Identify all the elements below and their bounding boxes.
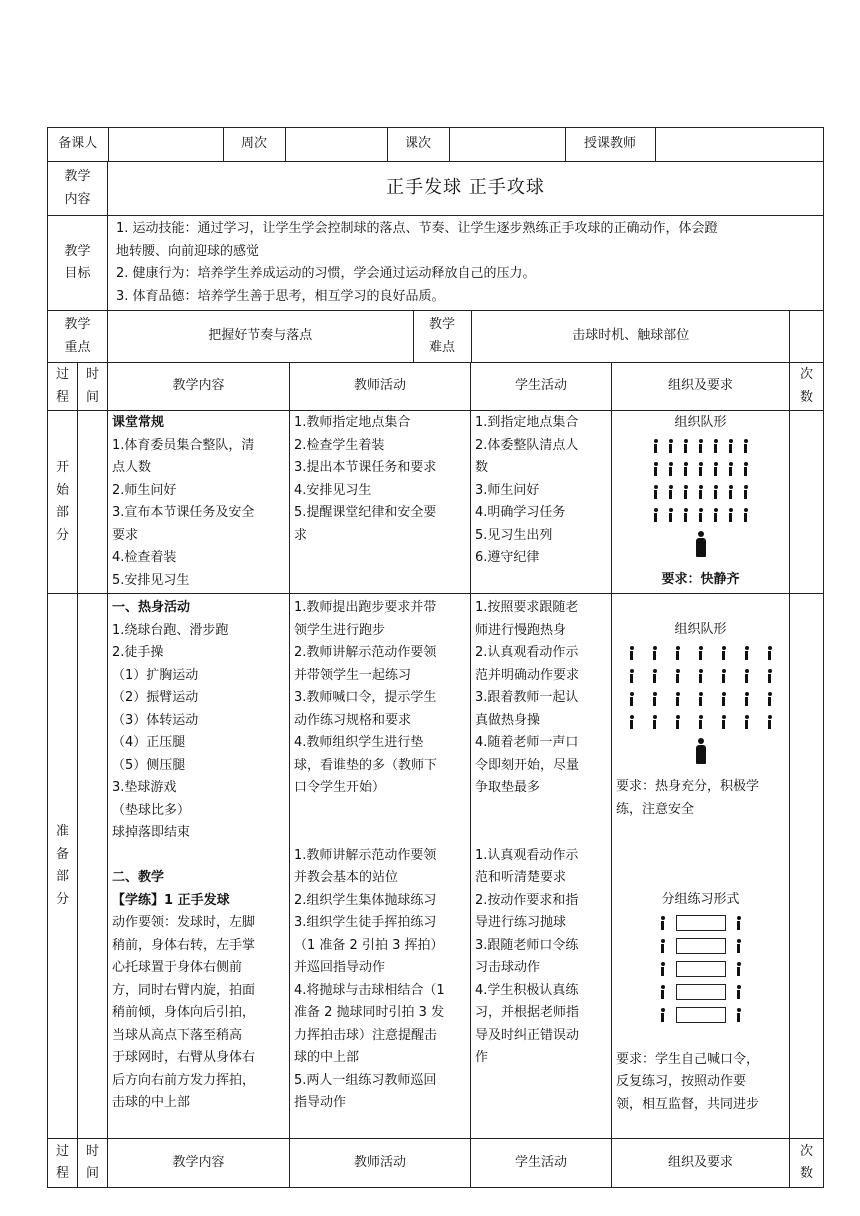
- student-figure-icon: [698, 646, 704, 660]
- student-figure-icon: [683, 485, 689, 499]
- table-tennis-table-icon: [676, 915, 726, 931]
- prep-teacher-line: 并带领学生一起练习: [294, 667, 412, 683]
- start-content-line: 4.检查着装: [112, 550, 177, 565]
- start-content-line: 3.宣布本节课任务及安全: [112, 505, 255, 520]
- prep-teacher-line: 1.教师提出跑步要求并带: [294, 600, 437, 615]
- group-pair-row: [616, 1004, 785, 1027]
- prep-org-req-line: 要求：热身充分，积极学: [616, 779, 760, 794]
- start-teacher: [290, 411, 471, 594]
- student-figure-icon: [728, 462, 734, 476]
- col-teacher: 教师活动: [290, 1139, 471, 1188]
- prep-student-line: 作: [475, 1050, 489, 1065]
- table-tennis-table-icon: [676, 984, 726, 1000]
- prep-org-req-line: 要求：学生自己喊口令，: [616, 1051, 760, 1067]
- start-section-row: [48, 411, 824, 594]
- prep-student-line: 令即刻开始，尽量: [475, 757, 580, 773]
- prep-teacher-line: 3.组织学生徒手挥拍练习: [294, 915, 437, 930]
- start-content-line: 1.体育委员集合整队，清: [112, 437, 255, 453]
- week-label: 周次: [223, 128, 285, 161]
- prep-org-req-1: [616, 776, 785, 821]
- goals-text: [108, 216, 824, 311]
- student-figure-icon: [767, 669, 773, 683]
- start-student-line: 3.师生问好: [475, 482, 540, 498]
- student-figure-icon: [743, 508, 749, 522]
- warmup-line: （垫球比多）: [112, 802, 191, 818]
- group-pair-row: [616, 981, 785, 1004]
- teach-line: 动作要领：发球时，左脚: [112, 915, 256, 930]
- key-label: 教学 重点: [48, 311, 108, 363]
- student-figure-icon: [660, 1008, 666, 1022]
- formation-row: [616, 481, 785, 504]
- prep-teacher-line: 球，看谁垫的多（教师下: [294, 757, 438, 773]
- student-figure-icon: [675, 692, 681, 706]
- start-org-title: 组织队形: [674, 415, 727, 430]
- student-figure-icon: [629, 669, 635, 683]
- start-student-line: 2.体委整队清点人: [475, 437, 579, 453]
- student-figure-icon: [629, 646, 635, 660]
- phase-char: 部: [55, 869, 69, 884]
- student-figure-icon: [728, 439, 734, 453]
- teacher-value[interactable]: [655, 128, 824, 161]
- col-count: 次 数: [790, 1139, 824, 1188]
- student-figure-icon: [698, 669, 704, 683]
- prep-student-line: 范和听清楚要求: [475, 870, 567, 885]
- formation-figure: [616, 435, 785, 527]
- phase-char: 开: [55, 460, 69, 475]
- goals-row: [48, 216, 824, 311]
- formation-row: [616, 435, 785, 458]
- start-org-requirement: 要求：快静齐: [661, 572, 740, 587]
- student-figure-icon: [698, 439, 704, 453]
- warmup-line: 1.绕球台跑、滑步跑: [112, 622, 229, 638]
- student-figure-icon: [668, 462, 674, 476]
- key-value: 把握好节奏与落点: [108, 311, 413, 362]
- prep-teacher-line: 3.教师喊口令，提示学生: [294, 690, 437, 705]
- prep-teacher-line: 动作练习规格和要求: [294, 712, 412, 728]
- prep-section-row: [48, 594, 824, 1139]
- teach-line: 稍前倾，身体向后引拍，: [112, 1005, 256, 1020]
- student-figure-icon: [683, 462, 689, 476]
- student-figure-icon: [728, 485, 734, 499]
- student-figure-icon: [660, 985, 666, 999]
- prep-student-line: 2.按动作要求和指: [475, 892, 579, 908]
- student-figure-icon: [652, 692, 658, 706]
- difficulty-value: 击球时机、触球部位: [572, 328, 690, 344]
- student-figure-icon: [653, 485, 659, 499]
- phase-char: 备: [55, 846, 69, 862]
- student-figure-icon: [653, 439, 659, 453]
- start-content-line: 要求: [112, 527, 139, 543]
- teach-heading: 二、教学: [112, 870, 165, 885]
- warmup-line: 球掉落即结束: [112, 825, 191, 840]
- student-figure-icon: [721, 669, 727, 683]
- prep-teacher-line: 力挥拍击球）注意提醒击: [294, 1027, 438, 1043]
- student-figure-icon: [713, 439, 719, 453]
- prep-student-line: 习击球动作: [475, 960, 541, 975]
- prep-teacher-line: 指导动作: [294, 1095, 347, 1110]
- student-figure-icon: [744, 646, 750, 660]
- goal-2: 2. 健康行为：培养学生养成运动的习惯，学会通过运动释放自己的压力。: [116, 266, 536, 281]
- student-figure-icon: [652, 715, 658, 729]
- student-figure-icon: [683, 439, 689, 453]
- start-teacher-line: 5.提醒课堂纪律和安全要: [294, 505, 437, 520]
- formation-row: [616, 665, 785, 688]
- difficulty-label: 教学 难点: [413, 311, 471, 362]
- col-student: 学生活动: [471, 363, 612, 411]
- teach-line: 于球网时，右臂从身体右: [112, 1050, 256, 1065]
- formation-row: [616, 688, 785, 711]
- start-content: [108, 411, 290, 594]
- goal-3: 3. 体育品德：培养学生善于思考，相互学习的良好品质。: [116, 288, 445, 304]
- teacher-label: 授课教师: [565, 128, 655, 161]
- start-student-line: 5.见习生出列: [475, 527, 553, 543]
- start-student-line: 6.遵守纪律: [475, 550, 540, 565]
- prep-student-line: 争取垫最多: [475, 780, 541, 795]
- warmup-line: （5）侧压腿: [112, 757, 186, 773]
- lesson-plan-table: [47, 127, 824, 1188]
- student-figure-icon: [698, 485, 704, 499]
- prep-teacher-line: （1 准备 2 引拍 3 挥拍）: [294, 937, 444, 953]
- start-student-line: 1.到指定地点集合: [475, 415, 579, 430]
- student-figure-icon: [698, 508, 704, 522]
- phase-char: 分: [55, 527, 69, 543]
- goal-1b: 地转腰、向前迎球的感觉: [116, 243, 260, 259]
- teach-line: 方，同时右臂内旋，拍面: [112, 982, 256, 998]
- student-figure-icon: [744, 692, 750, 706]
- student-figure-icon: [698, 692, 704, 706]
- prep-student: [471, 594, 612, 1139]
- student-figure-icon: [653, 462, 659, 476]
- prep-organization: [612, 594, 790, 1139]
- student-figure-icon: [767, 646, 773, 660]
- student-figure-icon: [743, 485, 749, 499]
- prep-teacher-line: 1.教师讲解示范动作要领: [294, 847, 437, 863]
- start-teacher-line: 1.教师指定地点集合: [294, 415, 411, 430]
- week-value[interactable]: [285, 128, 387, 161]
- start-teacher-line: 4.安排见习生: [294, 482, 372, 498]
- student-figure-icon: [660, 939, 666, 953]
- group-practice-figure: [616, 912, 785, 1027]
- student-figure-icon: [728, 508, 734, 522]
- prep-teacher-line: 球的中上部: [294, 1050, 360, 1065]
- focus-row: [48, 311, 824, 363]
- prep-student-line: 1.认真观看动作示: [475, 847, 579, 863]
- prep-phase-label: [48, 594, 78, 1139]
- prep-org-title-2: 分组练习形式: [661, 892, 740, 907]
- group-pair-row: [616, 958, 785, 981]
- prep-student-line: 真做热身操: [475, 712, 541, 728]
- warmup-line: 2.徒手操: [112, 645, 164, 660]
- formation-row: [616, 711, 785, 734]
- group-pair-row: [616, 912, 785, 935]
- student-figure-icon: [767, 715, 773, 729]
- warmup-heading: 一、热身活动: [112, 600, 191, 615]
- content-row: [48, 162, 824, 216]
- prep-teacher: [290, 594, 471, 1139]
- student-figure-icon: [629, 692, 635, 706]
- start-content-line: 5.安排见习生: [112, 572, 190, 588]
- prep-student-line: 3.跟着教师一起认: [475, 690, 579, 705]
- prep-student-line: 导及时纠正错误动: [475, 1027, 580, 1043]
- student-figure-icon: [736, 939, 742, 953]
- student-figure-icon: [736, 916, 742, 930]
- start-content-line: 点人数: [112, 460, 152, 475]
- student-figure-icon: [713, 462, 719, 476]
- student-figure-icon: [675, 715, 681, 729]
- prep-student-line: 导进行练习抛球: [475, 915, 567, 930]
- warmup-line: 3.垫球游戏: [112, 780, 177, 795]
- warmup-formation-figure: [616, 642, 785, 734]
- prep-student-line: 师进行慢跑热身: [475, 622, 567, 638]
- teach-line: 心托球置于身体右侧前: [112, 960, 243, 975]
- phase-char: 部: [55, 505, 69, 520]
- prep-teacher-line: 2.教师讲解示范动作要领: [294, 645, 437, 660]
- student-figure-icon: [652, 646, 658, 660]
- student-figure-icon: [744, 669, 750, 683]
- student-figure-icon: [668, 439, 674, 453]
- prep-teacher-line: 5.两人一组练习教师巡回: [294, 1072, 437, 1088]
- lesson-plan: [47, 127, 823, 1188]
- prep-org-req-2: [616, 1049, 785, 1117]
- formation-row: [616, 458, 785, 481]
- prep-student-line: 4.随着老师一声口: [475, 735, 579, 750]
- student-figure-icon: [743, 462, 749, 476]
- student-figure-icon: [767, 692, 773, 706]
- formation-row: [616, 504, 785, 527]
- table-tennis-table-icon: [676, 961, 726, 977]
- prep-student-line: 1.按照要求跟随老: [475, 600, 579, 615]
- teach-line: 稍前，身体右转，左手掌: [112, 937, 256, 953]
- col-teacher: 教师活动: [290, 363, 471, 411]
- prep-org-req-line: 反复练习，按照动作要: [616, 1074, 747, 1089]
- group-pair-row: [616, 935, 785, 958]
- prep-student-line: 3.跟随老师口令练: [475, 937, 579, 953]
- teach-line: 后方向右前方发力挥拍，: [112, 1072, 256, 1088]
- student-figure-icon: [721, 715, 727, 729]
- student-figure-icon: [736, 962, 742, 976]
- start-teacher-line: 2.检查学生着装: [294, 437, 385, 453]
- table-tennis-table-icon: [676, 1007, 726, 1023]
- student-figure-icon: [668, 508, 674, 522]
- formation-row: [616, 642, 785, 665]
- start-organization: [612, 411, 790, 594]
- teach-line: 当球从高点下落至稍高: [112, 1027, 243, 1043]
- start-content-heading: 课堂常规: [112, 415, 165, 430]
- col-time: 时 间: [78, 1139, 108, 1188]
- prep-org-title-1: 组织队形: [674, 622, 727, 637]
- col-time: 时 间: [78, 363, 108, 411]
- student-figure-icon: [668, 485, 674, 499]
- student-figure-icon: [698, 715, 704, 729]
- start-student-line: 数: [475, 460, 489, 475]
- student-figure-icon: [675, 669, 681, 683]
- phase-char: 分: [55, 891, 69, 907]
- lesson-value[interactable]: [449, 128, 565, 161]
- prep-student-line: 4.学生积极认真练: [475, 982, 579, 998]
- prep-student-line: 范并明确动作要求: [475, 667, 580, 683]
- col-process: 过 程: [48, 1139, 78, 1188]
- warmup-line: （4）正压腿: [112, 735, 186, 750]
- warmup-line: （1）扩胸运动: [112, 667, 199, 683]
- header-row: [48, 128, 824, 162]
- preparer-value[interactable]: [108, 128, 223, 161]
- col-count: 次 数: [790, 363, 824, 411]
- student-figure-icon: [721, 692, 727, 706]
- student-figure-icon: [660, 962, 666, 976]
- col-organization: 组织及要求: [612, 1139, 790, 1188]
- student-figure-icon: [698, 462, 704, 476]
- student-figure-icon: [721, 646, 727, 660]
- phase-char: 准: [55, 824, 69, 839]
- student-figure-icon: [653, 508, 659, 522]
- warmup-line: （2）振臂运动: [112, 690, 199, 705]
- start-student: [471, 411, 612, 594]
- col-student: 学生活动: [471, 1139, 612, 1188]
- warmup-line: （3）体转运动: [112, 712, 199, 728]
- prep-student-line: 习，并根据老师指: [475, 1005, 580, 1020]
- goal-1a: 1. 运动技能：通过学习，让学生学会控制球的落点、节奏、让学生逐步熟练正手攻球的正确动作，体会蹬: [116, 221, 718, 236]
- prep-org-req-line: 领，相互监督，共同进步: [616, 1096, 760, 1112]
- col-content: 教学内容: [108, 1139, 290, 1188]
- student-figure-icon: [736, 1008, 742, 1022]
- goals-label: 教学 目标: [48, 216, 108, 311]
- student-figure-icon: [743, 439, 749, 453]
- start-student-line: 4.明确学习任务: [475, 505, 566, 520]
- student-figure-icon: [683, 508, 689, 522]
- prep-teacher-line: 4.将抛球与击球相结合（1: [294, 982, 445, 998]
- prep-student-line: 2.认真观看动作示: [475, 645, 579, 660]
- preparer-label: 备课人: [48, 128, 108, 161]
- prep-teacher-line: 并教会基本的站位: [294, 870, 399, 885]
- start-content-line: 2.师生问好: [112, 482, 177, 498]
- column-header-row: [48, 363, 824, 411]
- student-figure-icon: [629, 715, 635, 729]
- student-figure-icon: [736, 985, 742, 999]
- col-content: 教学内容: [108, 363, 290, 411]
- col-organization: 组织及要求: [612, 363, 790, 411]
- prep-teacher-line: 口令学生开始）: [294, 780, 386, 795]
- content-label: 教学 内容: [48, 162, 108, 216]
- start-teacher-line: 求: [294, 527, 308, 543]
- teach-line: 击球的中上部: [112, 1095, 191, 1110]
- page-title: 正手发球 正手攻球: [108, 162, 824, 216]
- column-header-row-repeat: [48, 1139, 824, 1188]
- student-figure-icon: [744, 715, 750, 729]
- student-figure-icon: [675, 646, 681, 660]
- prep-teacher-line: 领学生进行跑步: [294, 622, 386, 638]
- prep-teacher-line: 4.教师组织学生进行垫: [294, 735, 424, 750]
- phase-char: 始: [55, 482, 69, 498]
- prep-teacher-line: 准备 2 抛球同时引拍 3 发: [294, 1005, 445, 1020]
- start-teacher-line: 3.提出本节课任务和要求: [294, 460, 437, 475]
- prep-org-req-line: 练，注意安全: [616, 801, 695, 817]
- prep-content: [108, 594, 290, 1139]
- student-figure-icon: [660, 916, 666, 930]
- table-tennis-table-icon: [676, 938, 726, 954]
- teacher-figure-icon: [695, 531, 707, 557]
- prep-teacher-line: 2.组织学生集体抛球练习: [294, 892, 437, 908]
- col-process: 过 程: [48, 363, 78, 411]
- student-figure-icon: [652, 669, 658, 683]
- start-phase-label: [48, 411, 78, 594]
- prep-teacher-line: 并巡回指导动作: [294, 960, 386, 975]
- teach-heading: 【学练】1 正手发球: [112, 892, 230, 908]
- teacher-figure-icon: [695, 738, 707, 764]
- student-figure-icon: [713, 508, 719, 522]
- lesson-label: 课次: [387, 128, 449, 161]
- student-figure-icon: [713, 485, 719, 499]
